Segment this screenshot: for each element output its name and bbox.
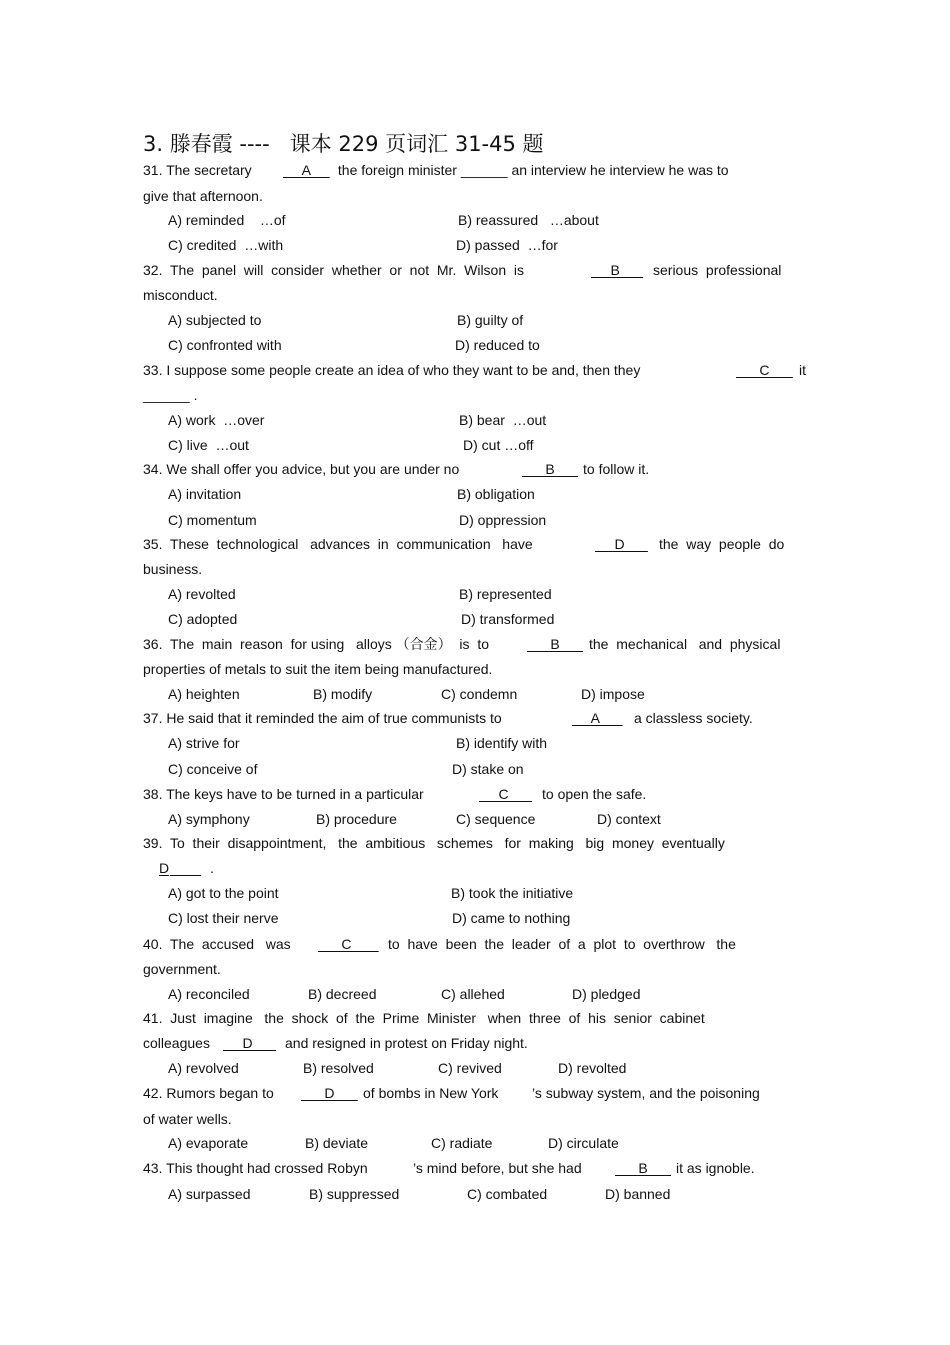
question-text: 39. To their disappointment, the ambitious schemes for making big money eventually [143,835,725,851]
question-text: a classless society. [634,710,753,726]
answer-option: C) revived [438,1060,502,1076]
question-text: to follow it. [583,461,650,477]
answer-blank [170,858,201,878]
question-text: ______ . [143,387,198,403]
question-text: serious professional [653,262,782,278]
page-title: 3. 滕春霞 ---- 课本 229 页词汇 31-45 题 [143,132,544,156]
answer-option: B) identify with [456,735,548,751]
answer-blank: A [283,162,330,178]
answer-option: D) came to nothing [452,910,571,926]
question-text: to open the safe. [542,786,647,802]
answer-option: B) procedure [316,811,397,827]
answer-blank: D [301,1085,358,1101]
answer-option: A) subjected to [168,312,262,328]
answer-option: C) combated [467,1186,548,1202]
question-text: of water wells. [143,1111,232,1127]
answer-option: D) impose [581,686,645,702]
question-text: . [210,860,214,876]
question-text: 31. The secretary [143,162,252,178]
answer-option: A) evaporate [168,1135,249,1151]
answer-option: C) adopted [168,611,238,627]
question-text: 38. The keys have to be turned in a particular [143,786,424,802]
answer-option: A) surpassed [168,1186,251,1202]
answer-option: A) work …over [168,412,265,428]
answer-blank: D [595,536,648,552]
question-text: to have been the leader of a plot to overthrow the [388,936,736,952]
question-text: of bombs in New York [363,1085,499,1101]
answer-option: C) condemn [441,686,518,702]
answer-option: B) decreed [308,986,377,1002]
question-text: give that afternoon. [143,188,263,204]
answer-option: C) credited …with [168,237,284,253]
question-text: government. [143,961,221,977]
answer-option: B) took the initiative [451,885,574,901]
answer-option: C) lost their nerve [168,910,279,926]
question-text: ’s subway system, and the poisoning [532,1085,760,1101]
answer-option: D) oppression [459,512,547,528]
answer-option: C) confronted with [168,337,282,353]
answer-option: D) reduced to [455,337,540,353]
question-text: colleagues [143,1035,210,1051]
question-text: it as ignoble. [676,1160,755,1176]
question-text: 35. These technological advances in communication have [143,536,533,552]
answer-option: C) live …out [168,437,249,453]
answer-option: D) pledged [572,986,641,1002]
answer-option: C) sequence [456,811,536,827]
answer-option: B) bear …out [459,412,547,428]
question-text: 32. The panel will consider whether or not Mr. Wilson is [143,262,525,278]
answer-option: B) represented [459,586,552,602]
answer-option: B) deviate [305,1135,369,1151]
answer-option: A) revolted [168,586,236,602]
answer-option: A) revolved [168,1060,239,1076]
question-text: 33. I suppose some people create an idea of who they want to be and, then they [143,362,641,378]
answer-blank: A [572,710,623,726]
answer-option: C) conceive of [168,761,258,777]
answer-option: A) symphony [168,811,250,827]
answer-option: B) guilty of [457,312,524,328]
question-text: and resigned in protest on Friday night. [285,1035,528,1051]
question-text: ’s mind before, but she had [413,1160,582,1176]
answer-option: C) radiate [431,1135,493,1151]
answer-blank: C [736,362,793,378]
answer-option: D) passed …for [456,237,558,253]
answer-option: B) obligation [457,486,535,502]
answer-blank: C [318,936,379,952]
answer-option: B) suppressed [309,1186,400,1202]
question-text: business. [143,561,203,577]
answer-option: D) circulate [548,1135,619,1151]
answer-option: B) resolved [303,1060,374,1076]
question-text: the mechanical and physical [589,636,781,652]
answer-blank: C [479,786,532,802]
question-text: the way people do [659,536,785,552]
answer-option: D) banned [605,1186,671,1202]
answer-blank: B [527,636,584,652]
question-text: 41. Just imagine the shock of the Prime Minister when three of his senior cabinet [143,1010,705,1026]
answer-option: D) context [597,811,661,827]
question-text: 42. Rumors began to [143,1085,274,1101]
answer-option: A) reminded …of [168,212,286,228]
question-text: 40. The accused was [143,936,291,952]
question-text: it [799,362,806,378]
answer-option: A) reconciled [168,986,250,1002]
answer-blank: D [223,1035,276,1051]
question-text: misconduct. [143,287,218,303]
answer-option: D) transformed [461,611,555,627]
answer-option: A) invitation [168,486,242,502]
answer-option: A) heighten [168,686,240,702]
answer-option: C) momentum [168,512,257,528]
answer-blank: B [591,262,644,278]
answer-option: D) cut …off [463,437,534,453]
answer-option: D) stake on [452,761,524,777]
answer-option: A) got to the point [168,885,279,901]
question-text: 37. He said that it reminded the aim of true communists to [143,710,502,726]
answer-option: C) allehed [441,986,505,1002]
question-text: 34. We shall offer you advice, but you are under no [143,461,460,477]
answer-blank: B [522,461,579,477]
question-text: the foreign minister ______ an interview he interview he was to [334,162,729,178]
question-text: properties of metals to suit the item being manufactured. [143,661,493,677]
answer-option: A) strive for [168,735,240,751]
question-text: 36. The main reason for using alloys （合金） is to [143,636,489,652]
question-text: 43. This thought had crossed Robyn [143,1160,368,1176]
answer-option: B) modify [313,686,373,702]
answer-option: D) revolted [558,1060,627,1076]
answer-blank: D [159,860,170,876]
answer-option: B) reassured …about [458,212,599,228]
answer-blank: B [615,1160,672,1176]
